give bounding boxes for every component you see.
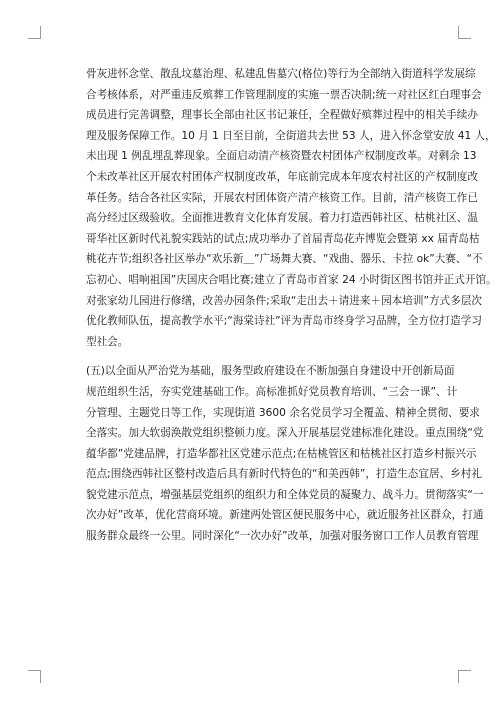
section-heading: (五)以全面从严治党为基础，服务型政府建设在不断加强自身建设中开创新局面 bbox=[86, 365, 455, 378]
text-line: 哥华社区新时代礼貌实践站的试点;成功举办了首届青岛花卉博览会暨第 xx 届青岛枯 bbox=[86, 232, 480, 245]
text-line: 成员进行完善调整，理事长全部由社区书记兼任，全程做好殡葬过程中的相关手续办 bbox=[86, 109, 478, 122]
text-line: 规范组织生活，夯实党建基础工作。高标准抓好党员教育培训、“三会一课”、计 bbox=[86, 385, 458, 398]
paragraph-spacer bbox=[86, 352, 416, 361]
crop-mark-bottom-right bbox=[458, 670, 471, 683]
text-line: 分管理、主题党日等工作，实现街道 3600 余名党员学习全覆盖、精神全贯彻、要求 bbox=[86, 406, 480, 419]
text-line: 理及服务保障工作。10 月 1 日至目前，全街道共去世 53 人，进入怀念堂安放 41 人， bbox=[86, 129, 496, 142]
text-line: 未出现 1 例乱埋乱葬现象。全面启动清产核资暨农村团体产权制度改革。对剩余 13 bbox=[86, 150, 477, 163]
text-line: 个未改革社区开展农村团体产权制度改革，年底前完成本年度农村社区的产权制度改 bbox=[86, 170, 478, 183]
crop-mark-top-left bbox=[28, 26, 41, 39]
paragraph-2 bbox=[86, 361, 484, 546]
text-line: 服务群众最终一公里。同时深化“一次办好”改革，加强对服务窗口工作人员教育管理 bbox=[86, 530, 479, 543]
document-body bbox=[86, 64, 497, 547]
crop-mark-bottom-left bbox=[28, 670, 41, 683]
text-line: 合考核体系，对严重违反殡葬工作管理制度的实施一票否决制;统一对社区红白理事会 bbox=[86, 88, 482, 101]
text-line: 范点;围绕西韩社区整村改造后具有新时代特色的“和美西韩”，打造生态宜居、乡村礼 bbox=[86, 468, 482, 481]
text-line: 次办好”改革，优化营商环境。新建两处管区便民服务中心，就近服务社区群众，打通 bbox=[86, 509, 484, 522]
text-line: 对张家幼儿园进行修缮，改善办园条件;采取“走出去＋请进来＋园本培训”方式多层次 bbox=[86, 294, 482, 307]
text-line: 骨灰进怀念堂、散乱坟墓治理、私建乱售墓穴(格位)等行为全部纳入街道科学发展综 bbox=[86, 68, 476, 80]
text-line: 高分经过区级验收。全面推进教育文化体育发展。着力打造西韩社区、枯桃社区、温 bbox=[86, 212, 478, 225]
text-line: 优化教师队伍，提高教学水平;“海棠诗社”评为青岛市终身学习品牌，全方位打造学习 bbox=[86, 315, 482, 328]
text-line: 型社会。 bbox=[86, 335, 129, 348]
text-line: 蕴华都”党建品牌，打造华都社区党建示范点;在枯桃管区和枯桃社区打造乡村振兴示 bbox=[86, 447, 477, 460]
text-line: 桃花卉节;组织各社区举办“欢乐新＿”广场舞大赛、“戏曲、器乐、卡拉 ok”大赛、“不 bbox=[86, 253, 483, 266]
text-line: 革任务。结合各社区实际，开展农村团体资产清产核资工作。目前，清产核资工作已 bbox=[86, 191, 478, 204]
text-line: 忘初心、唱响祖国”庆国庆合唱比赛;建立了青岛市首家 24 小时街区图书馆并正式开馆。 bbox=[86, 273, 497, 286]
text-line: 貌党建示范点，增强基层党组织的组织力和全体党员的凝聚力、战斗力。贯彻落实“一 bbox=[86, 488, 484, 501]
text-line: 全落实。加大软弱涣散党组织整顿力度。深入开展基层党建标准化建设。重点围绕“党 bbox=[86, 427, 484, 440]
crop-mark-top-right bbox=[458, 26, 471, 39]
paragraph-1 bbox=[86, 64, 497, 352]
